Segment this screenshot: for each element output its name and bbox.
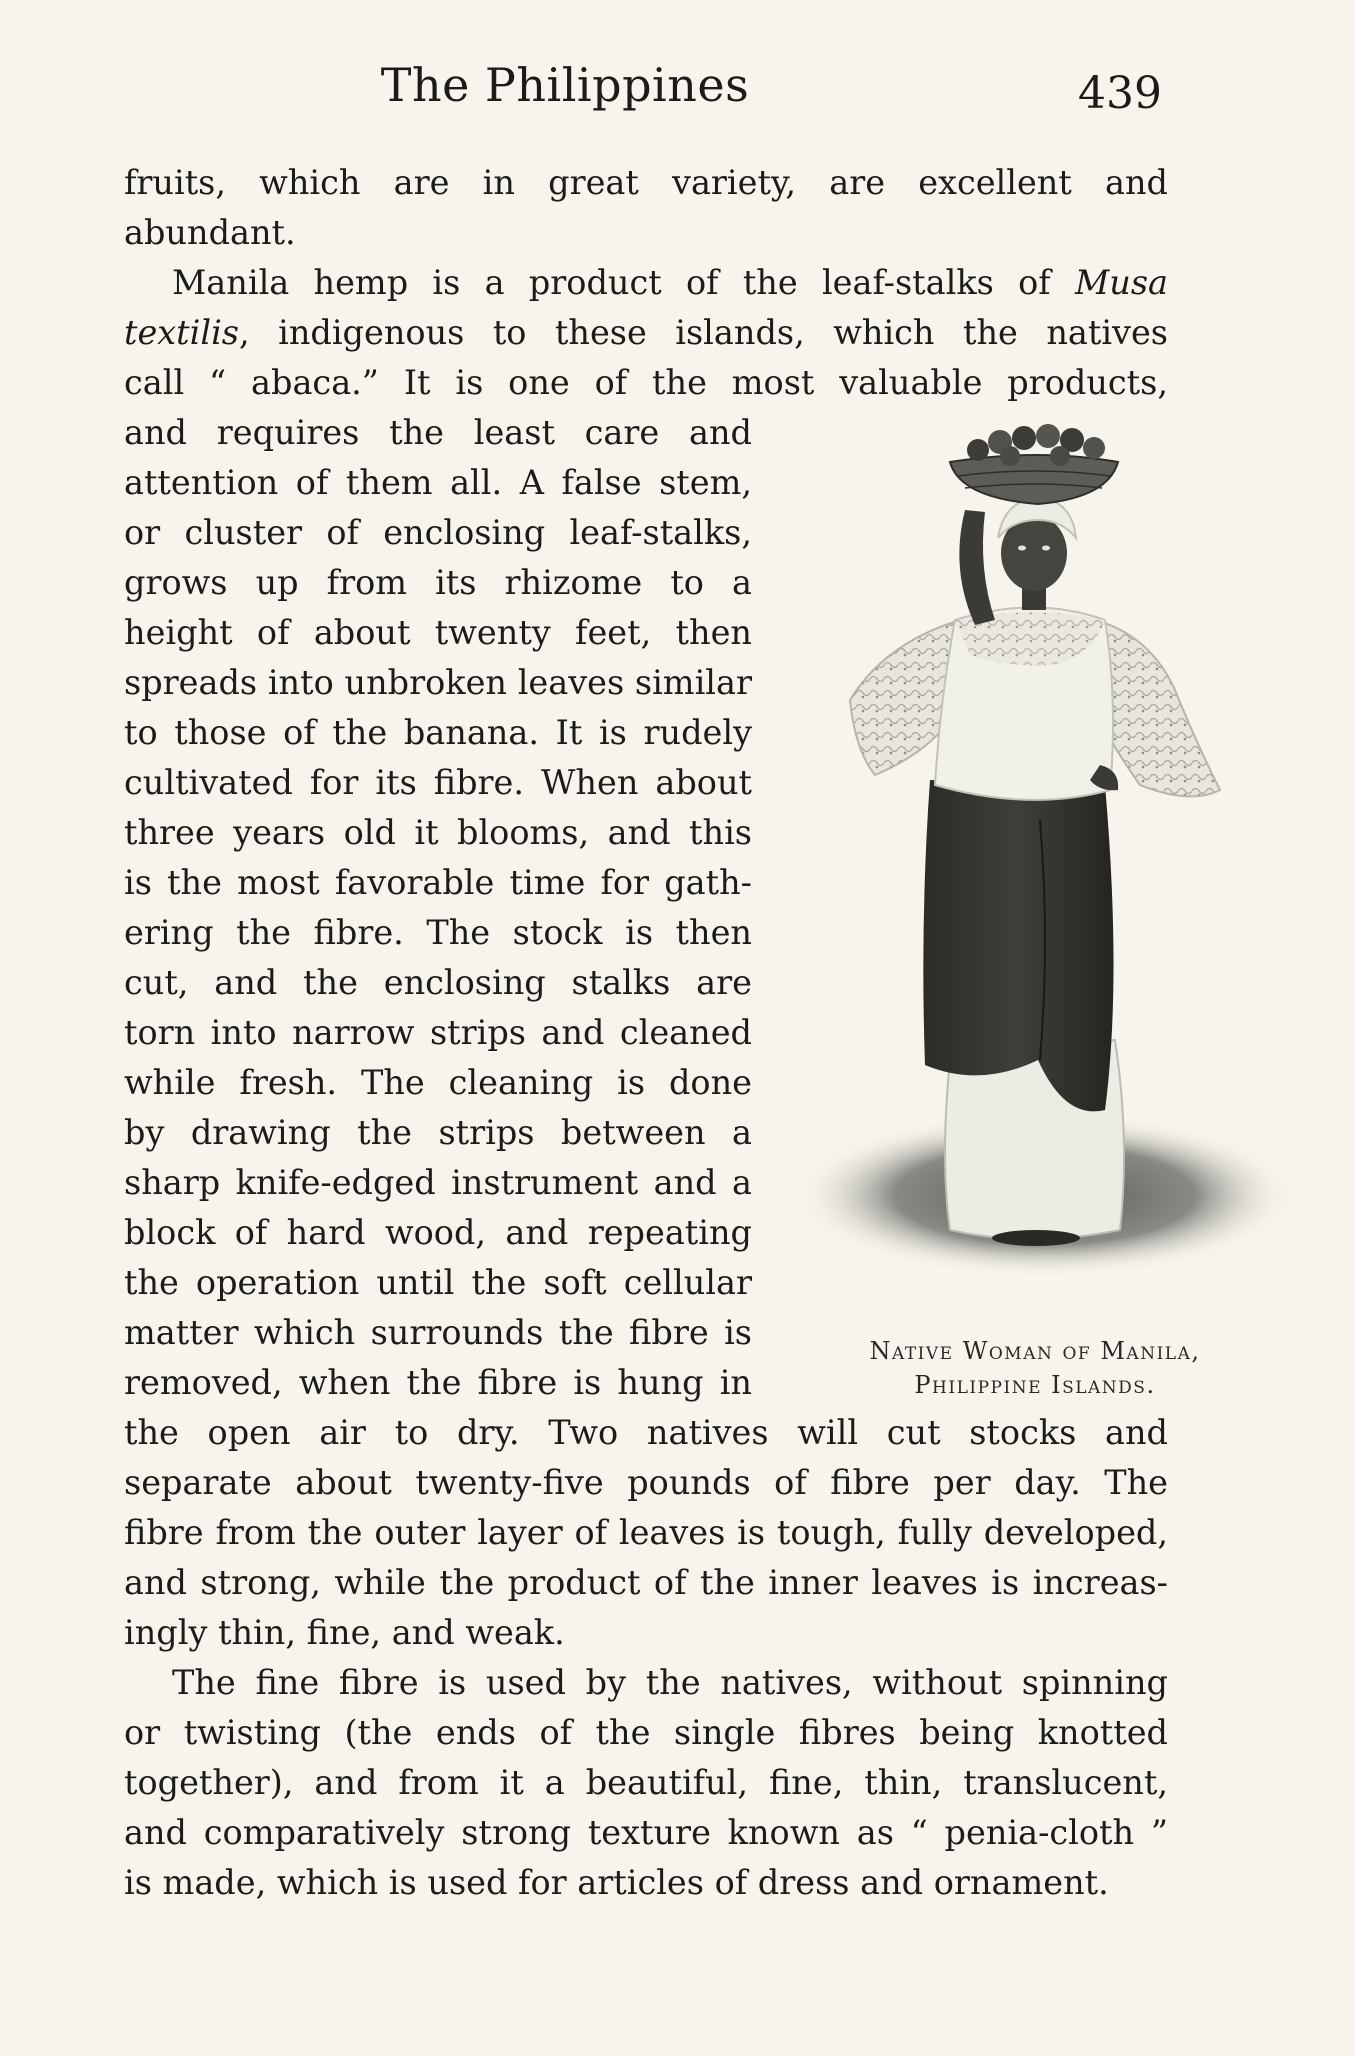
text-line: while fresh. The cleaning is done <box>124 1063 752 1102</box>
figure-caption <box>800 1334 1270 1402</box>
text-line: by drawing the strips between a <box>124 1113 752 1152</box>
text-line: the open air to dry. Two natives will cut stocks and <box>124 1413 1168 1452</box>
text-line: is made, which is used for articles of dress and ornament. <box>124 1863 1109 1902</box>
caption-line: Native Woman of Manila, <box>869 1337 1201 1365</box>
basket <box>950 455 1118 504</box>
text-line: call “ abaca.” It is one of the most valuable products, <box>124 363 1168 402</box>
scientific-name: textilis <box>124 313 239 352</box>
native-woman-illustration <box>800 420 1300 1290</box>
text-line: and requires the least care and <box>124 413 752 452</box>
text-line: spreads into unbroken leaves similar <box>124 663 752 702</box>
text-line: and comparatively strong texture known as “ penia-cloth ” <box>124 1813 1168 1852</box>
text-line: fibre from the outer layer of leaves is tough, fully developed, <box>124 1513 1168 1552</box>
text-line: ering the fibre. The stock is then <box>124 913 752 952</box>
text-line: grows up from its rhizome to a <box>124 563 752 602</box>
text-fragment: Manila hemp is a product of the leaf-stalks of <box>172 263 1075 302</box>
overskirt <box>923 780 1113 1111</box>
text-line: cultivated for its fibre. When about <box>124 763 752 802</box>
page-number: 439 <box>1078 68 1162 119</box>
paragraph-1 <box>124 158 1168 258</box>
text-line: and strong, while the product of the inner leaves is increas- <box>124 1563 1168 1602</box>
raised-arm <box>959 510 995 625</box>
text-line: or cluster of enclosing leaf-stalks, <box>124 513 752 552</box>
text-line: ingly thin, fine, and weak. <box>124 1613 565 1652</box>
text-line <box>124 258 1168 308</box>
text-line: cut, and the enclosing stalks are <box>124 963 752 1002</box>
text-line: height of about twenty feet, then <box>124 613 752 652</box>
text-line: fruits, which are in great variety, are excellent and <box>124 163 1168 202</box>
text-line: together), and from it a beautiful, fine, thin, translucent, <box>124 1763 1168 1802</box>
paragraph-3 <box>124 1658 1168 1908</box>
scientific-name: Musa <box>1074 263 1168 302</box>
figure-illustration <box>800 420 1300 1290</box>
text-line: attention of them all. A false stem, <box>124 463 752 502</box>
text-line: block of hard wood, and repeating <box>124 1213 752 1252</box>
text-line: the operation until the soft cellular <box>124 1263 752 1302</box>
text-line: or twisting (the ends of the single fibres being knotted <box>124 1713 1168 1752</box>
text-line: is the most favorable time for gath- <box>124 863 752 902</box>
running-head <box>0 58 1355 118</box>
feet <box>992 1230 1080 1246</box>
text-line: torn into narrow strips and cleaned <box>124 1013 752 1052</box>
text-fragment: , indigenous to these islands, which the natives <box>238 313 1168 352</box>
text-line: three years old it blooms, and this <box>124 813 752 852</box>
text-line: removed, when the fibre is hung in <box>124 1363 752 1402</box>
text-line: The fine fibre is used by the natives, without spinning <box>172 1663 1168 1702</box>
text-line: abundant. <box>124 213 296 252</box>
running-title: The Philippines <box>380 58 750 112</box>
caption-line: Philippine Islands. <box>914 1371 1156 1399</box>
text-line: matter which surrounds the fibre is <box>124 1313 752 1352</box>
text-line: to those of the banana. It is rudely <box>124 713 752 752</box>
text-line: sharp knife-edged instrument and a <box>124 1163 752 1202</box>
text-line: separate about twenty-five pounds of fibre per day. The <box>124 1463 1168 1502</box>
text-line <box>124 308 1168 358</box>
